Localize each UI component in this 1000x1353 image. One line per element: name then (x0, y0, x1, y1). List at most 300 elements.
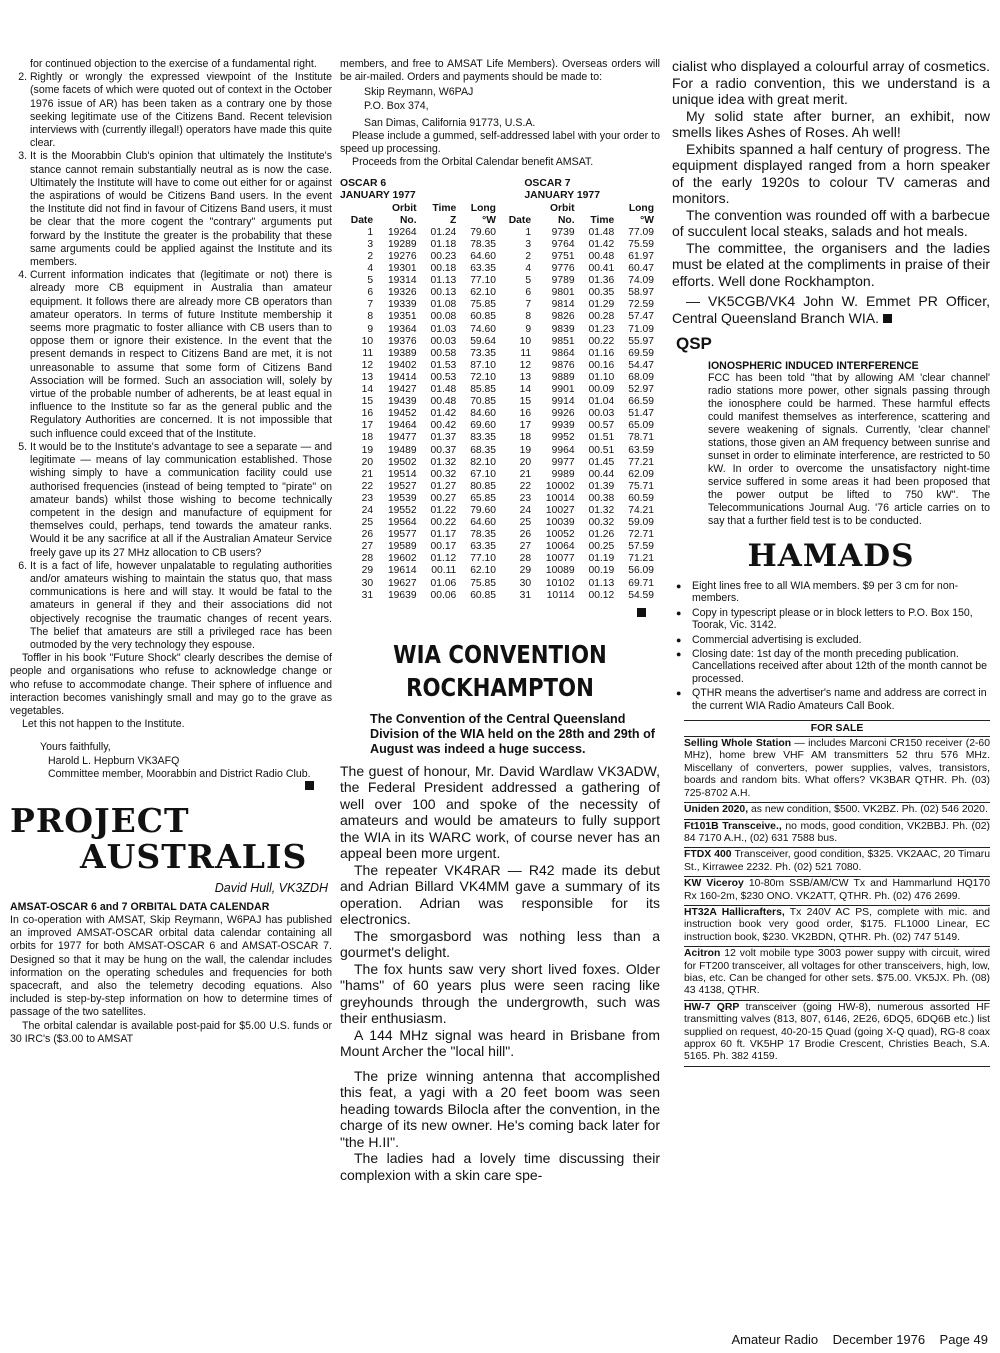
table-cell: 19514 (387, 468, 417, 480)
convention-subhead: The Convention of the Central Queensland Division of the WIA held on the 28th and 29th of August was indeed a huge success. (370, 711, 655, 756)
table-cell: 23 (519, 492, 532, 504)
table-cell: 01.23 (588, 323, 615, 335)
table-cell: 19264 (387, 226, 417, 238)
for-sale-heading: FOR SALE (684, 720, 990, 737)
table-cell: 01.48 (430, 384, 457, 396)
address: Skip Reymann, W6PAJ P.O. Box 374, San Dimas, California 91773, U.S.A. (364, 86, 536, 129)
table-row (340, 432, 656, 444)
table-cell: 19602 (387, 553, 417, 565)
table-cell: 28 (519, 553, 532, 565)
table-cell: 8 (525, 311, 532, 323)
table-cell: 85.85 (470, 384, 496, 396)
table-cell: 62.10 (470, 565, 496, 577)
table-cell: 72.59 (628, 299, 654, 311)
classified-ad (684, 906, 990, 947)
orbital-data (340, 178, 660, 622)
table-cell: 00.22 (430, 517, 457, 529)
table-cell: 75.85 (470, 299, 496, 311)
qsp-headline: IONOSPHERIC INDUCED INTERFERENCE (708, 360, 919, 372)
table-cell: 62.09 (628, 468, 654, 480)
ad-text: Transceiver, good condition, $325. VK2AAC, 20 Timaru St., Kirrawee 2232. Ph. (02) 521 7080. (684, 849, 990, 873)
table-cell: 9851 (551, 335, 575, 347)
table-cell: 01.19 (588, 553, 615, 565)
column-middle (340, 58, 660, 1183)
table-cell: 16 (361, 408, 374, 420)
ad-text: as new condition, $500. VK2BZ. Ph. (02) 546 2020. (748, 804, 988, 816)
qsp-title: QSP (676, 334, 712, 353)
table-cell: 3 (525, 238, 532, 250)
table-cell: 00.23 (430, 251, 457, 262)
table-cell: 30 (519, 577, 532, 589)
table-cell: 19639 (387, 589, 417, 601)
table-cell: 60.85 (470, 311, 496, 323)
table-row (340, 481, 656, 493)
classified-ad (684, 1001, 990, 1067)
table-cell: 18 (361, 432, 374, 444)
project-byline: David Hull, VK3ZDH (214, 880, 328, 895)
table-cell: 01.42 (588, 238, 615, 250)
table-cell: 63.35 (470, 541, 496, 553)
table-cell: 01.29 (588, 299, 615, 311)
project-body-cont: members, and free to AMSAT Life Members). Overseas orders will be air-mailed. Orders and payments should be made to: Skip Reymann, W6PAJ P.O. Box 374, San Dimas, California 91773, U.S.A. Please include a gummed, self-addressed label with your order to speed up processing. Proceeds from the Orbital Calendar benefit AMSAT. (340, 58, 660, 169)
table-cell: 30 (361, 577, 374, 589)
table-cell: 2 (525, 251, 532, 262)
letter-point: 2. Rightly or wrongly the expressed viewpoint of the Institute (some facets of which were quoted out of context in the October 1976 issue of AR) has been taken as a contrary one by those seeking legitimate use of the Citizens Band. Recent television interviews with (currently illegal!) operators have made this quite clear. (30, 71, 332, 150)
table-cell: 57.47 (628, 311, 654, 323)
table-cell: 01.24 (430, 226, 457, 238)
table-cell: 70.85 (470, 396, 496, 408)
table-cell: 22 (361, 480, 374, 492)
table-cell: 7 (367, 299, 374, 311)
classified-ad (684, 848, 990, 877)
table-cell: 27 (361, 541, 374, 553)
table-cell: 21 (519, 468, 532, 480)
ad-lead: Acitron (684, 948, 721, 960)
table-cell: 01.26 (588, 529, 615, 541)
list-item: ● Copy in typescript please or in block letters to P.O. Box 150, Toorak, Vic. 3142. (672, 607, 990, 632)
letter-point: 3. It is the Moorabbin Club's opinion that ultimately the Institute's stance cannot remain substantially neutral as is now the case. Ultimately the Institute will have to come out either for or against the aspirations of would be Citizens Band users. In the event the Institute did not find in favour of Citizens Band users, it must be clear that the more cogent the "contrary" arguments put forward by the Institute the greater is the probability that these same arguments could be applied against the Institute and its members. (30, 150, 332, 269)
table-row (340, 590, 656, 602)
table-cell: 01.18 (430, 238, 457, 250)
table-cell: 26 (519, 529, 532, 541)
table-row (340, 553, 656, 565)
table-cell: 00.18 (430, 263, 457, 275)
project-title: PROJECT AUSTRALIS (10, 800, 308, 876)
table-cell: 19427 (387, 384, 417, 396)
table-cell: 60.47 (628, 263, 654, 275)
table-cell: 60.85 (470, 589, 496, 601)
table-cell: 2 (367, 251, 374, 262)
table-row (340, 311, 656, 323)
orbit-rows (340, 227, 656, 602)
table-cell: 00.48 (588, 251, 615, 262)
table-cell: 62.10 (470, 287, 496, 299)
table-cell: 01.36 (588, 275, 615, 287)
column-right (672, 58, 990, 1067)
table-cell: 01.48 (588, 226, 615, 238)
table-cell: 19502 (387, 456, 417, 468)
table-cell: 75.85 (470, 577, 496, 589)
table-cell: 12 (519, 359, 532, 371)
table-cell: 01.32 (588, 504, 615, 516)
table-cell: 00.22 (588, 335, 615, 347)
ad-lead: KW Viceroy (684, 878, 744, 890)
ad-lead: HT32A Hallicrafters, (684, 906, 785, 918)
table-cell: 9952 (551, 432, 575, 444)
list-item: ● Closing date: 1st day of the month preceding publication. Cancellations received after about 12th of the month cannot be processed. (672, 648, 990, 685)
end-block-icon (883, 314, 892, 323)
table-cell: 52.97 (628, 384, 654, 396)
table-cell: 1 (525, 226, 532, 238)
table-row (340, 420, 656, 432)
table-cell: 00.42 (430, 420, 457, 432)
table-cell: 00.41 (588, 263, 615, 275)
table-cell: 10064 (545, 541, 575, 553)
letter-signature (40, 741, 332, 781)
hamads-title: HAMADS (747, 538, 915, 574)
table-cell: 19527 (387, 480, 417, 492)
table-cell: 19614 (387, 565, 417, 577)
table-row (340, 324, 656, 336)
table-cell: 1 (367, 226, 374, 238)
table-cell: 01.17 (430, 529, 457, 541)
table-cell: 00.32 (588, 517, 615, 529)
table-cell: 9739 (551, 226, 575, 238)
table-cell: 21 (361, 468, 374, 480)
table-cell: 01.04 (588, 396, 615, 408)
oscar7-title: OSCAR 7 (524, 177, 571, 189)
table-cell: 13 (361, 371, 374, 383)
table-cell: 9751 (551, 251, 575, 262)
table-cell: 4 (525, 263, 532, 275)
end-block-icon (637, 608, 646, 617)
hamads-rules (672, 580, 990, 712)
table-cell: 24 (519, 504, 532, 516)
table-cell: 11 (520, 347, 532, 359)
table-cell: 56.09 (628, 565, 654, 577)
table-cell: 19439 (387, 396, 417, 408)
table-cell: 23 (361, 492, 374, 504)
table-cell: 00.58 (430, 347, 457, 359)
table-cell: 55.97 (628, 335, 654, 347)
table-row (340, 396, 656, 408)
classified-ad (684, 820, 990, 849)
table-cell: 00.37 (430, 444, 457, 456)
letter-author: Harold L. Hepburn VK3AFQ (48, 754, 180, 767)
classified-ad (684, 737, 990, 803)
table-cell: 19 (361, 444, 374, 456)
table-row (340, 372, 656, 384)
table-cell: 9914 (551, 396, 575, 408)
table-cell: 00.03 (430, 335, 457, 347)
table-cell: 26 (361, 529, 374, 541)
table-cell: 00.27 (430, 492, 457, 504)
table-cell: 63.59 (628, 444, 654, 456)
table-cell: 20 (519, 456, 532, 468)
table-row (340, 408, 656, 420)
table-cell: 28 (361, 553, 374, 565)
table-cell: 68.35 (470, 444, 496, 456)
table-cell: 80.85 (470, 480, 496, 492)
table-row (340, 275, 656, 287)
table-cell: 19539 (387, 492, 417, 504)
table-cell: 19339 (387, 299, 417, 311)
table-row (340, 541, 656, 553)
end-block-icon (305, 781, 314, 790)
table-row (340, 360, 656, 372)
table-cell: 01.22 (430, 504, 457, 516)
table-cell: 19276 (387, 251, 417, 262)
table-cell: 01.27 (430, 480, 457, 492)
table-cell: 00.13 (430, 287, 457, 299)
table-cell: 79.60 (470, 226, 496, 238)
page-footer: Amateur Radio December 1976 Page 49 (731, 1332, 988, 1347)
table-row (340, 287, 656, 299)
table-cell: 15 (519, 396, 532, 408)
table-row (340, 469, 656, 481)
table-cell: 57.59 (628, 541, 654, 553)
table-cell: 73.35 (470, 347, 496, 359)
table-cell: 19 (519, 444, 532, 456)
table-cell: 71.21 (628, 553, 654, 565)
table-cell: 01.03 (430, 323, 457, 335)
table-cell: 15 (361, 396, 374, 408)
letter-intro: for continued objection to the exercise of a fundamental right. (30, 58, 317, 70)
table-cell: 8 (367, 311, 374, 323)
table-cell: 01.42 (430, 408, 457, 420)
table-cell: 64.60 (470, 251, 496, 262)
table-cell: 00.53 (430, 371, 457, 383)
table-cell: 4 (367, 263, 374, 275)
ad-lead: Ft101B Transceive., (684, 820, 782, 832)
table-cell: 9801 (551, 287, 575, 299)
letter-closing: Let this not happen to the Institute. (22, 718, 185, 731)
table-cell: 10102 (545, 577, 575, 589)
table-cell: 19552 (387, 504, 417, 516)
table-header-row: Orbit Time Long Orbit Long (391, 202, 654, 214)
table-cell: 25 (361, 517, 374, 529)
table-cell: 65.85 (470, 492, 496, 504)
table-cell: 59.09 (628, 517, 654, 529)
table-cell: 9864 (551, 347, 575, 359)
table-row (340, 493, 656, 505)
table-cell: 10014 (545, 492, 575, 504)
table-cell: 9764 (551, 238, 575, 250)
table-cell: 19402 (387, 359, 417, 371)
table-cell: 16 (519, 408, 532, 420)
table-cell: 3 (367, 238, 374, 250)
table-cell: 31 (519, 589, 532, 601)
table-cell: 00.38 (588, 492, 615, 504)
table-cell: 9789 (551, 275, 575, 287)
convention-signature: — VK5CGB/VK4 John W. Emmet PR Officer, Central Queensland Branch WIA. (672, 293, 990, 326)
table-cell: 71.09 (628, 323, 654, 335)
classified-ads (672, 737, 990, 1067)
table-row (340, 336, 656, 348)
table-cell: 5 (367, 275, 374, 287)
table-cell: 01.37 (430, 432, 457, 444)
table-cell: 01.13 (430, 275, 457, 287)
list-item: ● QTHR means the advertiser's name and address are correct in the current WIA Radio Amateurs Call Book. (672, 687, 990, 712)
table-cell: 01.06 (430, 577, 457, 589)
table-cell: 01.10 (588, 371, 615, 383)
table-row (340, 251, 656, 263)
oscar7-month: JANUARY 1977 (524, 190, 600, 202)
project-australis (10, 800, 332, 1046)
table-cell: 19314 (387, 275, 417, 287)
table-cell: 22 (519, 480, 532, 492)
table-cell: 10114 (546, 589, 575, 601)
table-cell: 51.47 (628, 408, 654, 420)
table-cell: 68.09 (628, 371, 654, 383)
table-cell: 19301 (387, 263, 417, 275)
table-cell: 19577 (387, 529, 417, 541)
table-cell: 66.59 (628, 396, 654, 408)
table-cell: 10052 (545, 529, 575, 541)
table-cell: 82.10 (470, 456, 496, 468)
table-cell: 84.60 (470, 408, 496, 420)
table-cell: 75.71 (628, 480, 654, 492)
table-cell: 9989 (551, 468, 575, 480)
table-cell: 19627 (387, 577, 417, 589)
table-cell: 19326 (387, 287, 417, 299)
list-item: ● Eight lines free to all WIA members. $9 per 3 cm for non-members. (672, 580, 990, 605)
table-cell: 69.59 (628, 347, 654, 359)
table-cell: 74.60 (470, 323, 496, 335)
table-cell: 19564 (387, 517, 417, 529)
table-cell: 24 (361, 504, 374, 516)
table-cell: 10027 (545, 504, 575, 516)
table-cell: 01.53 (430, 359, 457, 371)
table-cell: 64.60 (470, 517, 496, 529)
table-cell: 00.44 (588, 468, 615, 480)
table-cell: 77.10 (470, 275, 496, 287)
table-row (340, 227, 656, 239)
table-cell: 19364 (387, 323, 417, 335)
table-cell: 9826 (551, 311, 575, 323)
column-left (10, 58, 332, 1046)
table-cell: 10 (519, 335, 532, 347)
table-cell: 10 (361, 335, 374, 347)
letter-point: 6. It is a fact of life, however unpalatable to regulating authorities and/or amateurs wishing to maintain the status quo, that mass communications is here and will stay. It would be fatal to the amateurs in general if they and their associations did not objectively recognise the traumatic changes of recent years. The belief that amateurs are still a privileged race has been outmoded by the very technology they espouse. (30, 560, 332, 652)
table-cell: 9926 (551, 408, 575, 420)
classified-ad (684, 877, 990, 906)
table-cell: 00.19 (588, 565, 615, 577)
table-cell: 6 (525, 287, 532, 299)
table-cell: 83.35 (470, 432, 496, 444)
table-cell: 00.12 (588, 589, 615, 601)
table-cell: 17 (519, 420, 532, 432)
table-cell: 01.13 (588, 577, 615, 589)
table-cell: 77.09 (628, 226, 654, 238)
table-cell: 19589 (387, 541, 417, 553)
table-cell: 78.71 (628, 432, 654, 444)
ad-text: 10-80m SSB/AM/CW Tx and Hammarlund HQ170 Rx 160-2m, $230 ONO. VK2ATT, QTHR. Ph. (02) 476 2699. (684, 878, 990, 902)
table-cell: 13 (519, 371, 532, 383)
table-cell: 19477 (387, 432, 417, 444)
table-cell: 19389 (387, 347, 417, 359)
table-cell: 01.32 (430, 456, 457, 468)
table-cell: 77.10 (470, 553, 496, 565)
table-cell: 78.35 (470, 238, 496, 250)
table-cell: 00.51 (588, 444, 615, 456)
ad-text: 12 volt mobile type 3003 power suppy with circuit, wired for FT200 transceiver, all voltages for other transceivers, high, low, bias, etc. Can be changed for other sets. $75.00. VK5JX. Ph. (08) 43 4138, QTHR. (684, 948, 990, 997)
table-cell: 67.10 (470, 468, 496, 480)
project-body: In co-operation with AMSAT, Skip Reymann, W6PAJ has published an improved AMSAT-OSCAR orbital data calendar containing all orbits for 1977 for both AMSAT-OSCAR 6 and AMSAT-OSCAR 7. Designed so that it may be hung on the wall, the calendar includes information on the operating schedules and frequencies for both spacecraft, and also the telemetry decoding equations. Also included is step-by-step information on how to determine times of passage of the two satellites. The orbital calendar is available post-paid for $5.00 U.S. funds or 30 IRC's ($3.00 to AMSAT (10, 913, 332, 1045)
table-cell: 14 (519, 384, 532, 396)
ad-lead: Selling Whole Station (684, 738, 792, 750)
table-cell: 9901 (551, 384, 575, 396)
table-cell: 20 (361, 456, 374, 468)
table-cell: 17 (361, 420, 374, 432)
letter-role: Committee member, Moorabbin and District Radio Club. (48, 768, 332, 781)
table-row (340, 565, 656, 577)
table-cell: 9839 (551, 323, 575, 335)
table-cell: 31 (361, 589, 374, 601)
table-cell: 19376 (387, 335, 417, 347)
letter-points (10, 71, 332, 652)
table-cell: 77.21 (628, 456, 654, 468)
table-row (340, 384, 656, 396)
table-cell: 10089 (545, 565, 575, 577)
table-row (340, 299, 656, 311)
table-cell: 00.25 (588, 541, 615, 553)
convention-article (340, 638, 660, 1184)
ad-text: — includes Marconi CR150 receiver (2-60 MHz), home brew VHF AM transmitters 52 thru 576 MHz. Miscellany of converters, power supplies, valves, transistors, boards and random bits. What offers? VK3BAR QTHR. Ph. (03) 725-8702 A.H. (684, 738, 990, 799)
table-cell: 54.47 (628, 359, 654, 371)
table-cell: 19489 (387, 444, 417, 456)
table-cell: 79.60 (470, 504, 496, 516)
table-cell: 9977 (551, 456, 575, 468)
table-row (340, 457, 656, 469)
letter-point: 4. Current information indicates that (legitimate or not) there is already more CB equipment in Australia than amateur equipment. It follows there are already more CB operators than amateur operators. In terms of future Institute membership it seems more pragmatic to foster alliance with CB users than to oppose them or ignore their existence. In the event that the present demands in respect to Citizens Band are met, it is not unreasonable to assume that some form of Citizens Band Association will be formed. Such an association will, solely by virtue of the probable number of adherents, be at least equal in influence to the Institute so far as the general public and the Regulatory Authorities are concerned. It is not impossible that such influence could exceed that of the Institute. (30, 269, 332, 441)
table-cell: 29 (361, 565, 374, 577)
table-cell: 74.21 (628, 504, 654, 516)
table-cell: 14 (361, 384, 374, 396)
table-cell: 25 (519, 517, 532, 529)
table-row (340, 505, 656, 517)
convention-title: WIA CONVENTION ROCKHAMPTON (393, 639, 607, 702)
table-cell: 27 (519, 541, 532, 553)
table-cell: 11 (362, 347, 374, 359)
table-cell: 00.03 (588, 408, 615, 420)
table-cell: 19289 (387, 238, 417, 250)
ad-text: no mods, good condition, VK2BBJ. Ph. (02) 84 7170 A.H., (02) 631 7588 bus. (684, 820, 991, 844)
table-cell: 9939 (551, 420, 575, 432)
table-row (340, 578, 656, 590)
table-cell: 75.59 (628, 238, 654, 250)
table-row (340, 348, 656, 360)
ad-text: transceiver (going HW-8), numerous assorted HF transmitting valves (813, 807, 6146, 2E26, 6DQ5, 6DQ6B etc.) list supplied on request, 40-20-15 Quad (going X-Q quad), RG-8 coax approx 60 ft. VK5HP 17 Brodie Crescent, Christies Beach, S.A. 5165. Ph. 382 4159. (684, 1001, 990, 1063)
table-cell: 00.17 (430, 541, 457, 553)
classified-ad (684, 803, 990, 819)
classified-ad (684, 947, 990, 1001)
table-cell: 29 (519, 565, 532, 577)
letter-point: 5. It would be to the Institute's advantage to see a separate — and legitimate — means of lay communication established. Those wishing simply to have a communication facility could use authorised frequencies (instead of being tempted to "pirate" on amateur bands) whilst those wishing to become technically competent in the design and manufacture of equipment for themselves could, perhaps, tend towards the amateur ranks. Would it be any sacrifice at all if the Australian Amateur Service freely gave up its 27 MHz allocation to CB users? (30, 441, 332, 560)
convention-body-cont: cialist who displayed a colourful array of cosmetics. For a radio convention, this we understand is a unique idea with great merit. My solid state after burner, an exhibit, now smells likes Ashes of Roses. Ah well! Exhibits spanned a half century of progress. The equipment displayed ranged from a horn speaker of the early 1920s to colour TV cameras and monitors. The convention was rounded off with a barbecue of succulent local steaks, salads and hot meals. The committee, the organisers and the ladies must be elated at the compliments in praise of their efforts. Well done Rockhampton. — VK5CGB/VK4 John W. Emmet PR Officer, Central Queensland Branch WIA. (672, 58, 990, 326)
list-item: ● Commercial advertising is excluded. (672, 634, 990, 646)
table-cell: 00.28 (588, 311, 615, 323)
convention-body: The guest of honour, Mr. David Wardlaw VK3ADW, the Federal President addressed a gathering of well over 100 and spoke of the necessity of amateurs and would be amateurs to fully support the WIA in its WARC work, of course never has an appeal been more urgent. The repeater VK4RAR — R42 made its debut and Adrian Billard VK4MM gave a summary of its operation. Adrian was responsible for its electronics. The smorgasbord was nothing less than a gourmet's delight. The fox hunts saw very short lived foxes. Older "hams" of 60 years plus were seen racing like greyhounds through the undergrowth, such was their enthusiasm. A 144 MHz signal was heard in Brisbane from Mount Archer the "local hill". The prize winning antenna that accomplished this feat, a yagi with a 20 feet boom was seen heading towards Bilocla after the convention, in the charge of its new owner. He's coming back later for "the H.II". The ladies had a lovely time discussing their complexion with a skin care spe- (340, 762, 660, 1183)
table-cell: 01.12 (430, 553, 457, 565)
table-cell: 72.71 (628, 529, 654, 541)
table-cell: 00.09 (588, 384, 615, 396)
table-header-row: Date No. Z °W Date No. Time °W (350, 214, 654, 226)
sign-off: Yours faithfully, (40, 741, 111, 754)
ad-lead: FTDX 400 (684, 849, 732, 861)
table-cell: 10039 (545, 517, 575, 529)
table-cell: 19414 (387, 371, 417, 383)
